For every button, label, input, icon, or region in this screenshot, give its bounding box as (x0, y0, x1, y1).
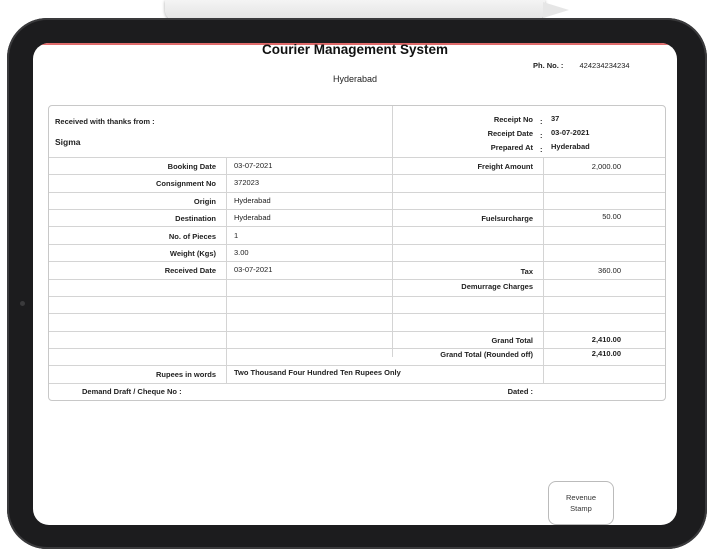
grid-row-line (49, 279, 665, 280)
grid-row-line (49, 365, 665, 366)
consignment-no-label: Consignment No (156, 179, 216, 188)
weight-label: Weight (Kgs) (169, 249, 216, 258)
receipt-date: 03-07-2021 (551, 128, 590, 137)
demurrage-label: Demurrage Charges (461, 282, 533, 291)
dated-label: Dated : (507, 387, 533, 396)
revenue-stamp-box (548, 481, 614, 525)
stamp-line-1: Revenue (565, 493, 597, 502)
weight-value: 3.00 (234, 248, 249, 257)
received-label: Received with thanks from : (55, 117, 155, 126)
fuel-value: 50.00 (602, 212, 621, 221)
grid-row-line (49, 313, 665, 314)
phone-value: 424234234234 (579, 61, 630, 70)
fuel-label: Fuelsurcharge (481, 214, 533, 223)
booking-date-label: Booking Date (167, 162, 216, 171)
receipt-no-label: Receipt No (493, 115, 533, 124)
receipt-screen (33, 43, 677, 525)
received-date-value: 03-07-2021 (234, 265, 273, 274)
grid-divider-right (543, 157, 544, 383)
rounded-total-value: 2,410.00 (591, 349, 621, 358)
tax-label: Tax (520, 267, 533, 276)
header-city: Hyderabad (332, 74, 378, 84)
colon: : (540, 145, 543, 154)
grid-row-line (49, 226, 665, 227)
grid-row-line (49, 157, 665, 158)
phone-number (533, 61, 630, 70)
origin-value: Hyderabad (234, 196, 271, 205)
grid-row-line (49, 192, 665, 193)
freight-value: 2,000.00 (591, 162, 621, 171)
freight-label: Freight Amount (477, 162, 533, 171)
receipt-date-label: Receipt Date (487, 129, 533, 138)
words-label: Rupees in words (155, 370, 216, 379)
receipt-table (48, 105, 666, 401)
camera-dot (20, 301, 25, 306)
grid-divider-left (226, 157, 227, 383)
words-value: Two Thousand Four Hundred Ten Rupees Only (234, 368, 401, 377)
grid-row-line (49, 296, 665, 297)
destination-label: Destination (175, 214, 216, 223)
origin-label: Origin (193, 197, 216, 206)
grid-row-line (49, 383, 665, 384)
grid-divider-main (392, 106, 393, 357)
phone-label: Ph. No. : (533, 61, 564, 70)
grid-row-line (49, 209, 665, 210)
pieces-label: No. of Pieces (168, 232, 216, 241)
grand-total-value: 2,410.00 (591, 335, 621, 344)
received-date-label: Received Date (164, 266, 216, 275)
rounded-total-label: Grand Total (Rounded off) (440, 350, 533, 359)
grid-row-line (49, 244, 665, 245)
prepared-at-label: Prepared At (490, 143, 533, 152)
colon: : (540, 117, 543, 126)
receipt-no: 37 (551, 114, 560, 123)
destination-value: Hyderabad (234, 213, 271, 222)
page-title: Courier Management System (261, 43, 449, 57)
grand-total-label: Grand Total (491, 336, 533, 345)
apple-pencil-tip (543, 2, 569, 18)
booking-date-value: 03-07-2021 (234, 161, 273, 170)
grid-row-line (49, 174, 665, 175)
received-from: Sigma (55, 137, 81, 147)
colon: : (540, 131, 543, 140)
grid-row-line (49, 331, 665, 332)
prepared-at: Hyderabad (551, 142, 590, 151)
grid-row-line (49, 261, 665, 262)
stamp-line-2: Stamp (570, 504, 592, 513)
tax-value: 360.00 (598, 266, 621, 275)
consignment-no-value: 372023 (234, 178, 260, 187)
pieces-value: 1 (234, 231, 239, 240)
demand-draft-label: Demand Draft / Cheque No : (82, 387, 182, 396)
